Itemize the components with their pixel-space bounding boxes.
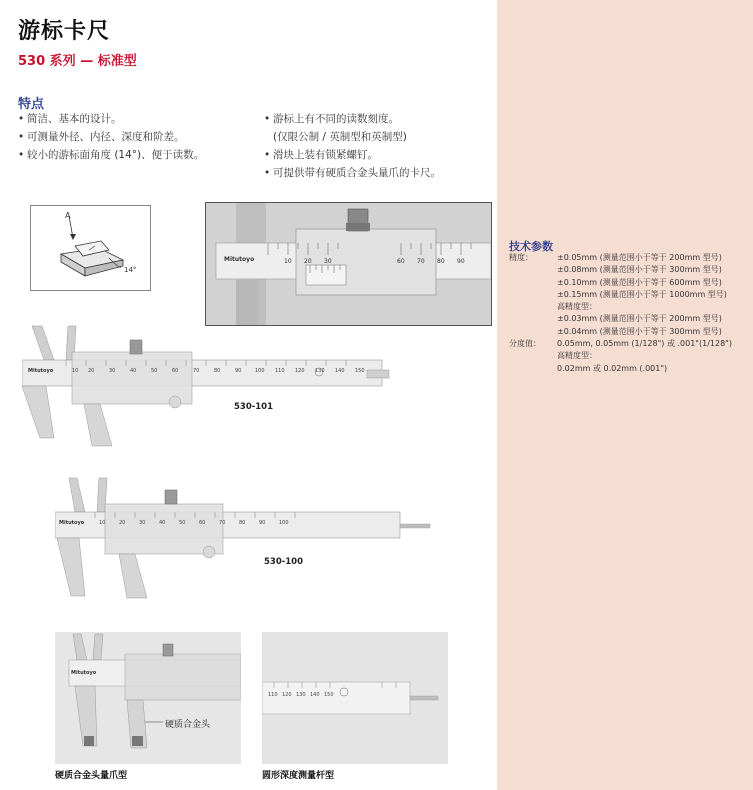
- scale-number: 20: [88, 368, 95, 374]
- caption-depth-rod: 圆形深度测量杆型: [262, 771, 335, 781]
- scale-number: 100: [279, 520, 289, 526]
- scale-number: 60: [199, 520, 206, 526]
- page-title: 游标卡尺: [18, 19, 111, 44]
- scale-number: 110: [268, 692, 278, 698]
- scale-number: 100: [255, 368, 265, 374]
- brand-logo: Mitutoyo: [28, 368, 54, 374]
- scale-number: 10: [72, 368, 79, 374]
- scale-number: 80: [214, 368, 221, 374]
- brand-logo: Mitutoyo: [224, 256, 255, 263]
- specs-panel-background: [497, 0, 753, 790]
- scale-number: 110: [275, 368, 285, 374]
- feature-item-note: (仅限公制 / 英制型和英制型): [273, 131, 407, 143]
- scale-number: 50: [151, 368, 158, 374]
- scale-number: 50: [179, 520, 186, 526]
- zoom-scale-number: 30: [324, 258, 332, 265]
- brand-logo: Mitutoyo: [71, 670, 97, 676]
- feature-item: • 游标上有不同的读数刻度。: [264, 113, 399, 125]
- scale-number: 150: [324, 692, 334, 698]
- scale-number: 60: [172, 368, 179, 374]
- series-subtitle: 530 系列 — 标准型: [18, 54, 137, 69]
- accuracy-line: ±0.10mm (测量范围小于等于 600mm 型号): [557, 277, 722, 287]
- brand-logo: Mitutoyo: [59, 520, 85, 526]
- diagram-angle-label: 14°: [124, 266, 137, 274]
- scale-number: 40: [159, 520, 166, 526]
- scale-number: 30: [109, 368, 116, 374]
- diagram-point-label: A: [65, 211, 71, 220]
- scale-number: 150: [355, 368, 365, 374]
- features-heading: 特点: [18, 97, 45, 112]
- scale-number: 80: [239, 520, 246, 526]
- model-number-530-100: 530-100: [264, 557, 304, 567]
- resolution-line: 0.02mm 或 0.02mm (.001"): [557, 363, 668, 373]
- zoom-scale-number: 20: [304, 258, 312, 265]
- carbide-callout: 硬质合金头: [165, 720, 211, 730]
- accuracy-line: ±0.15mm (测量范围小于等于 1000mm 型号): [557, 289, 727, 299]
- accuracy-line: ±0.03mm (测量范围小于等于 200mm 型号): [557, 314, 722, 324]
- feature-item: • 简洁、基本的设计。: [18, 113, 122, 125]
- accuracy-line: ±0.04mm (测量范围小于等于 300mm 型号): [557, 326, 722, 336]
- scale-number: 70: [193, 368, 200, 374]
- resolution-line: 高精度型：: [557, 351, 597, 361]
- caliper-530-101-image: [22, 320, 392, 460]
- scale-number: 40: [130, 368, 137, 374]
- feature-item: • 可测量外径、内径、深度和阶差。: [18, 131, 185, 143]
- features-list-right: [264, 110, 441, 182]
- scale-number: 120: [295, 368, 305, 374]
- scale-number: 20: [119, 520, 126, 526]
- scale-number: 130: [296, 692, 306, 698]
- zoom-scale-number: 70: [417, 258, 425, 265]
- accuracy-line: ±0.05mm (测量范围小于等于 200mm 型号): [557, 253, 722, 262]
- scale-number: 10: [99, 520, 106, 526]
- accuracy-line: ±0.08mm (测量范围小于等于 300mm 型号): [557, 265, 722, 275]
- scale-number: 140: [310, 692, 320, 698]
- accuracy-line: 高精度型：: [557, 302, 597, 312]
- accuracy-label: 精度：: [509, 253, 533, 262]
- zoom-scale-number: 80: [437, 258, 445, 265]
- resolution-label: 分度值：: [509, 339, 541, 349]
- zoom-scale-number: 90: [457, 258, 465, 265]
- scale-number: 90: [235, 368, 242, 374]
- feature-item: • 滑块上装有锁紧螺钉。: [264, 149, 378, 161]
- feature-item: • 较小的游标面角度 (14°)、便于读数。: [18, 149, 205, 161]
- scale-number: 70: [219, 520, 226, 526]
- caption-carbide-jaw: 硬质合金头量爪型: [55, 771, 128, 781]
- resolution-line: 0.05mm, 0.05mm (1/128") 或 .001"(1/128"): [557, 339, 732, 349]
- caliper-530-100-image: [55, 472, 435, 610]
- zoom-scale-number: 60: [397, 258, 405, 265]
- vernier-zoom-photo: [205, 202, 492, 326]
- features-list-left: [18, 110, 204, 164]
- model-number-530-101: 530-101: [234, 402, 274, 412]
- vernier-angle-diagram: [30, 205, 151, 291]
- zoom-scale-number: 10: [284, 258, 292, 265]
- scale-number: 140: [335, 368, 345, 374]
- feature-item: • 可提供带有硬质合金头量爪的卡尺。: [264, 167, 441, 179]
- tech-spec-table: [509, 252, 732, 375]
- depth-rod-photo: [262, 632, 448, 764]
- carbide-jaw-photo: [55, 632, 241, 764]
- scale-number: 30: [139, 520, 146, 526]
- scale-number: 90: [259, 520, 266, 526]
- scale-number: 130: [315, 368, 325, 374]
- tech-spec-heading: 技术参数: [509, 240, 553, 253]
- scale-number: 120: [282, 692, 292, 698]
